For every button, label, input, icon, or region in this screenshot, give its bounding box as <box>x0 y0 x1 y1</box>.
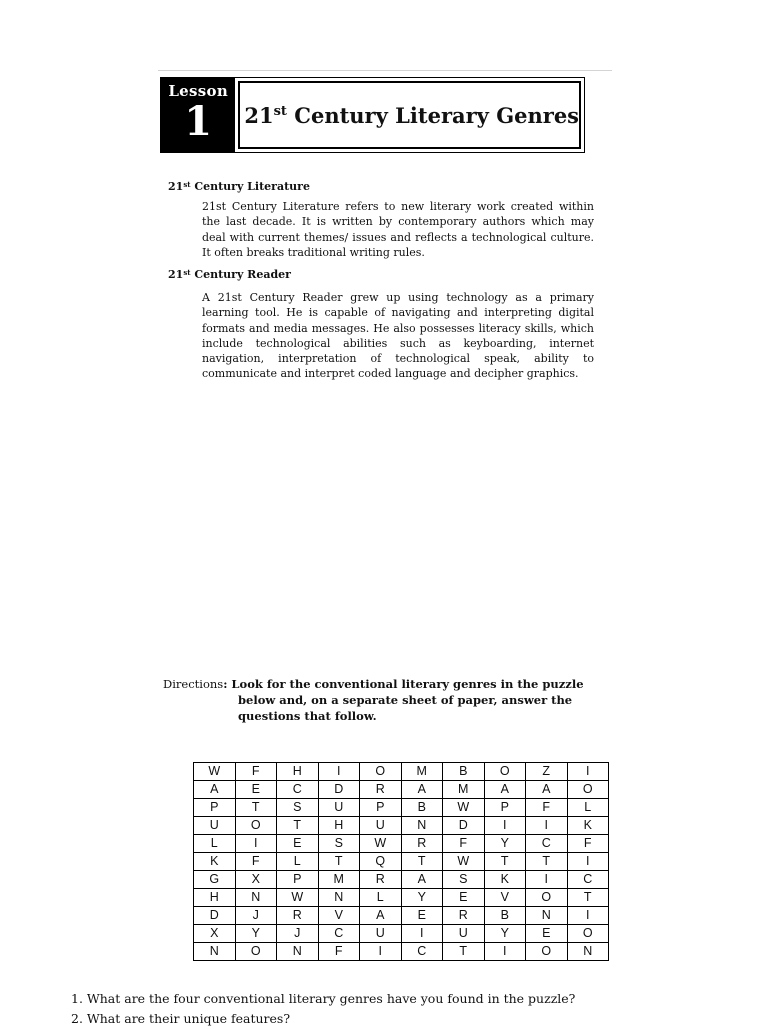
puzzle-cell: L <box>277 853 319 871</box>
puzzle-cell: Y <box>484 835 526 853</box>
puzzle-cell: O <box>526 943 568 961</box>
lesson-word: Lesson <box>168 82 229 100</box>
puzzle-cell: I <box>235 835 277 853</box>
lesson-number: 1 <box>184 98 213 145</box>
question-item: 1. What are the four conventional literary genres have you found in the puzzle? <box>71 991 576 1006</box>
puzzle-cell: G <box>194 871 236 889</box>
puzzle-cell: Y <box>401 889 443 907</box>
puzzle-cell: D <box>194 907 236 925</box>
puzzle-cell: M <box>318 871 360 889</box>
puzzle-cell: N <box>567 943 609 961</box>
puzzle-cell: S <box>318 835 360 853</box>
puzzle-cell: I <box>567 907 609 925</box>
puzzle-cell: V <box>318 907 360 925</box>
puzzle-cell: A <box>526 781 568 799</box>
puzzle-cell: W <box>194 763 236 781</box>
puzzle-cell: O <box>567 925 609 943</box>
puzzle-cell: U <box>360 817 402 835</box>
puzzle-cell: H <box>194 889 236 907</box>
paragraph-literature: 21st Century Literature refers to new literary work created within the last decade. It is written by contemporary authors which may deal with current themes/ issues and reflects a technological culture. It often breaks traditional writing rules. <box>202 200 594 259</box>
puzzle-cell: K <box>567 817 609 835</box>
puzzle-row <box>194 781 609 799</box>
lesson-title-prefix: 21 <box>244 102 274 128</box>
puzzle-cell: I <box>567 853 609 871</box>
puzzle-cell: U <box>318 799 360 817</box>
puzzle-cell: R <box>277 907 319 925</box>
puzzle-cell: X <box>194 925 236 943</box>
puzzle-cell: F <box>235 853 277 871</box>
puzzle-cell: I <box>484 943 526 961</box>
heading-prefix: 21 <box>168 268 184 281</box>
puzzle-cell: F <box>318 943 360 961</box>
puzzle-body <box>194 763 609 961</box>
puzzle-cell: J <box>235 907 277 925</box>
section-heading-literature <box>168 180 310 193</box>
puzzle-cell: T <box>318 853 360 871</box>
puzzle-row <box>194 925 609 943</box>
puzzle-row <box>194 763 609 781</box>
puzzle-cell: C <box>277 781 319 799</box>
puzzle-cell: H <box>318 817 360 835</box>
puzzle-cell: O <box>484 763 526 781</box>
paragraph-reader: A 21st Century Reader grew up using technology as a primary learning tool. He is capable of navigating and interpreting digital formats and media messages. He also possesses literacy skills, which include technological abilities such as keyboarding, internet navigation, interpretation of technological speak, ability to communicate and interpret coded language and decipher graphics. <box>202 291 594 381</box>
puzzle-cell: W <box>277 889 319 907</box>
puzzle-cell: N <box>277 943 319 961</box>
puzzle-cell: E <box>235 781 277 799</box>
puzzle-cell: R <box>360 781 402 799</box>
puzzle-cell: T <box>401 853 443 871</box>
puzzle-cell: Y <box>235 925 277 943</box>
puzzle-cell: L <box>360 889 402 907</box>
puzzle-cell: E <box>401 907 443 925</box>
puzzle-cell: M <box>443 781 485 799</box>
puzzle-cell: I <box>318 763 360 781</box>
puzzle-cell: E <box>526 925 568 943</box>
puzzle-cell: P <box>360 799 402 817</box>
puzzle-cell: A <box>401 871 443 889</box>
heading-prefix: 21 <box>168 180 184 193</box>
puzzle-cell: T <box>443 943 485 961</box>
puzzle-cell: P <box>277 871 319 889</box>
puzzle-cell: C <box>401 943 443 961</box>
lesson-title-sup: st <box>273 103 287 119</box>
top-divider <box>158 70 612 71</box>
lesson-title-rest: Century Literary Genres <box>286 102 579 128</box>
puzzle-cell: D <box>443 817 485 835</box>
puzzle-cell: F <box>443 835 485 853</box>
lesson-title <box>244 103 579 128</box>
puzzle-cell: T <box>277 817 319 835</box>
puzzle-cell: W <box>443 853 485 871</box>
puzzle-cell: B <box>443 763 485 781</box>
puzzle-cell: Y <box>484 925 526 943</box>
puzzle-cell: O <box>567 781 609 799</box>
puzzle-cell: U <box>360 925 402 943</box>
puzzle-row <box>194 835 609 853</box>
lesson-header <box>160 77 585 153</box>
puzzle-cell: L <box>567 799 609 817</box>
puzzle-cell: T <box>235 799 277 817</box>
puzzle-cell: B <box>484 907 526 925</box>
directions-line-1: : Look for the conventional literary genres in the puzzle <box>223 677 584 691</box>
puzzle-cell: N <box>194 943 236 961</box>
puzzle-cell: A <box>194 781 236 799</box>
puzzle-cell: W <box>360 835 402 853</box>
puzzle-row <box>194 943 609 961</box>
puzzle-cell: N <box>318 889 360 907</box>
puzzle-cell: D <box>318 781 360 799</box>
puzzle-cell: V <box>484 889 526 907</box>
puzzle-row <box>194 871 609 889</box>
puzzle-cell: R <box>443 907 485 925</box>
puzzle-cell: S <box>443 871 485 889</box>
puzzle-cell: F <box>235 763 277 781</box>
puzzle-cell: I <box>360 943 402 961</box>
puzzle-cell: U <box>443 925 485 943</box>
puzzle-cell: O <box>360 763 402 781</box>
puzzle-cell: N <box>401 817 443 835</box>
puzzle-cell: Q <box>360 853 402 871</box>
lesson-badge <box>161 78 235 152</box>
puzzle-cell: A <box>360 907 402 925</box>
puzzle-cell: A <box>484 781 526 799</box>
word-search-puzzle <box>193 762 609 961</box>
puzzle-cell: R <box>401 835 443 853</box>
puzzle-cell: R <box>360 871 402 889</box>
heading-rest: Century Literature <box>190 180 310 193</box>
heading-rest: Century Reader <box>190 268 291 281</box>
puzzle-cell: P <box>194 799 236 817</box>
directions-label: Directions <box>163 677 224 691</box>
puzzle-cell: N <box>526 907 568 925</box>
question-item: 2. What are their unique features? <box>71 1011 291 1026</box>
puzzle-cell: O <box>235 817 277 835</box>
puzzle-cell: P <box>484 799 526 817</box>
puzzle-cell: W <box>443 799 485 817</box>
puzzle-cell: H <box>277 763 319 781</box>
puzzle-cell: T <box>526 853 568 871</box>
directions-line-3: questions that follow. <box>238 709 377 723</box>
lesson-title-box <box>238 81 581 149</box>
puzzle-cell: J <box>277 925 319 943</box>
puzzle-row <box>194 799 609 817</box>
puzzle-cell: K <box>484 871 526 889</box>
puzzle-cell: U <box>194 817 236 835</box>
puzzle-cell: I <box>526 871 568 889</box>
puzzle-cell: E <box>443 889 485 907</box>
heading-sup: st <box>183 268 191 277</box>
section-heading-reader <box>168 268 291 281</box>
puzzle-row <box>194 853 609 871</box>
puzzle-cell: B <box>401 799 443 817</box>
puzzle-cell: A <box>401 781 443 799</box>
puzzle-cell: I <box>401 925 443 943</box>
puzzle-cell: O <box>235 943 277 961</box>
puzzle-cell: I <box>526 817 568 835</box>
puzzle-cell: N <box>235 889 277 907</box>
puzzle-cell: E <box>277 835 319 853</box>
puzzle-cell: T <box>484 853 526 871</box>
puzzle-cell: X <box>235 871 277 889</box>
puzzle-cell: I <box>484 817 526 835</box>
puzzle-cell: C <box>567 871 609 889</box>
puzzle-cell: L <box>194 835 236 853</box>
puzzle-cell: T <box>567 889 609 907</box>
puzzle-cell: S <box>277 799 319 817</box>
puzzle-cell: M <box>401 763 443 781</box>
puzzle-cell: I <box>567 763 609 781</box>
puzzle-row <box>194 907 609 925</box>
puzzle-cell: O <box>526 889 568 907</box>
question-list <box>71 989 691 1029</box>
heading-sup: st <box>183 180 191 189</box>
directions-line-2: below and, on a separate sheet of paper, answer the <box>238 693 573 707</box>
puzzle-row <box>194 889 609 907</box>
puzzle-cell: F <box>526 799 568 817</box>
puzzle-cell: F <box>567 835 609 853</box>
puzzle-row <box>194 817 609 835</box>
puzzle-cell: C <box>526 835 568 853</box>
puzzle-cell: K <box>194 853 236 871</box>
puzzle-cell: Z <box>526 763 568 781</box>
puzzle-cell: C <box>318 925 360 943</box>
directions <box>163 676 603 724</box>
